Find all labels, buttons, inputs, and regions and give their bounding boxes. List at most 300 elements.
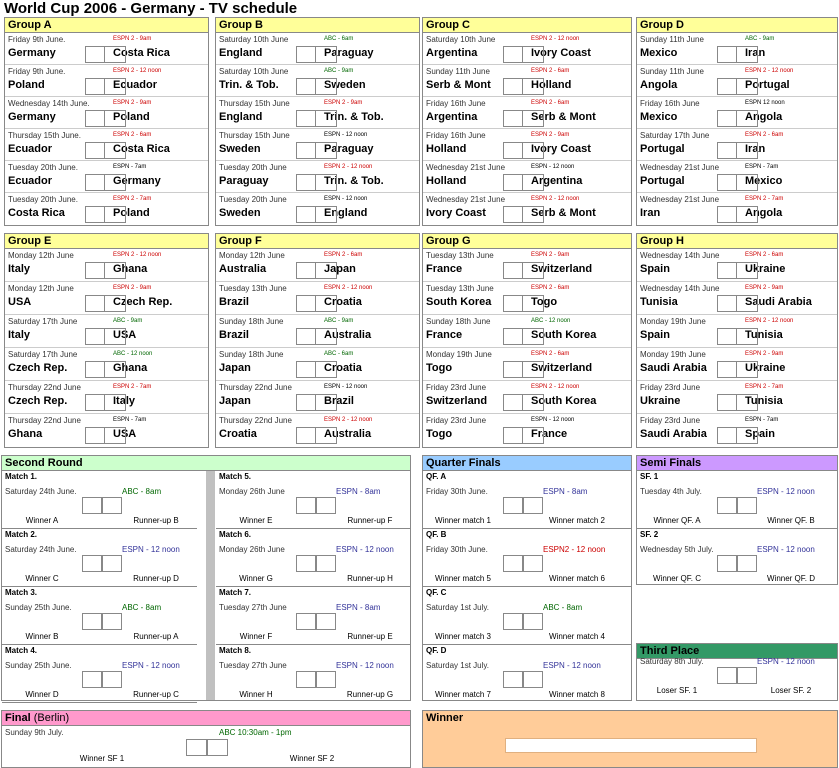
team-b: Runner-up G bbox=[346, 690, 394, 699]
tv-channel: ESPN - 12 noon bbox=[324, 384, 368, 390]
group-match bbox=[637, 381, 837, 414]
score-input-away[interactable] bbox=[737, 142, 758, 159]
score-input-home[interactable] bbox=[503, 46, 523, 63]
score-input-home[interactable] bbox=[503, 110, 523, 127]
score-input-b[interactable] bbox=[523, 671, 543, 688]
score-input-home[interactable] bbox=[717, 46, 737, 63]
score-input-home[interactable] bbox=[717, 206, 737, 223]
home-team: Japan bbox=[219, 395, 251, 407]
away-team: Italy bbox=[113, 395, 136, 407]
score-input-away[interactable] bbox=[523, 174, 544, 191]
score-input-home[interactable] bbox=[503, 427, 523, 444]
score-input-home[interactable] bbox=[503, 328, 523, 345]
group-box bbox=[422, 17, 632, 226]
group-match bbox=[423, 65, 631, 97]
score-input-home[interactable] bbox=[296, 110, 316, 127]
score-input-a[interactable] bbox=[296, 497, 316, 514]
group-match bbox=[5, 414, 208, 447]
score-input-away[interactable] bbox=[523, 427, 544, 444]
score-input-home[interactable] bbox=[296, 78, 316, 95]
page-title: World Cup 2006 - Germany - TV schedule bbox=[4, 0, 298, 17]
team-b: Runner-up D bbox=[133, 574, 179, 583]
score-input-away[interactable] bbox=[737, 328, 758, 345]
away-team: Croatia bbox=[324, 296, 362, 308]
away-team: Saudi Arabia bbox=[745, 296, 812, 308]
tv-channel: ABC - 8am bbox=[122, 603, 162, 612]
group-match bbox=[5, 65, 208, 97]
score-input-away[interactable] bbox=[523, 206, 544, 223]
score-input-home[interactable] bbox=[503, 295, 523, 312]
score-input-away[interactable] bbox=[523, 262, 544, 279]
home-team: Australia bbox=[219, 263, 267, 275]
score-input-away[interactable] bbox=[105, 206, 126, 223]
match-date: Saturday 24th June. bbox=[5, 545, 77, 554]
tv-channel: ABC - 9am bbox=[324, 68, 354, 74]
home-team: Ivory Coast bbox=[426, 207, 486, 219]
match-label: QF. C bbox=[426, 588, 447, 597]
away-team: Portugal bbox=[745, 79, 790, 91]
home-team: Tunisia bbox=[640, 296, 678, 308]
match-date: Friday 16th June bbox=[640, 99, 700, 108]
score-input-home[interactable] bbox=[717, 361, 737, 378]
tv-channel: ESPN 2 - 9am bbox=[113, 100, 152, 106]
tv-channel: ABC - 9am bbox=[113, 318, 143, 324]
score-input-b[interactable] bbox=[316, 671, 336, 688]
score-input-away[interactable] bbox=[737, 174, 758, 191]
score-input-a[interactable] bbox=[503, 613, 523, 630]
score-input-b[interactable] bbox=[737, 555, 757, 572]
match-label: Match 8. bbox=[219, 646, 252, 655]
team-a: Winner match 5 bbox=[434, 574, 492, 583]
home-team: Poland bbox=[8, 79, 45, 91]
team-b: Runner-up E bbox=[347, 632, 393, 641]
home-team: Argentina bbox=[426, 111, 478, 123]
score-input-a[interactable] bbox=[186, 739, 207, 756]
match-date: Friday 23rd June bbox=[426, 383, 487, 392]
winner-header: Winner bbox=[423, 711, 837, 726]
score-input-home[interactable] bbox=[717, 295, 737, 312]
tv-channel: ESPN - 12 noon bbox=[122, 661, 180, 670]
score-input-home[interactable] bbox=[85, 361, 105, 378]
score-input-away[interactable] bbox=[316, 427, 337, 444]
match-date: Monday 26th June bbox=[219, 545, 285, 554]
away-team: Costa Rica bbox=[113, 143, 170, 155]
score-input-away[interactable] bbox=[105, 142, 126, 159]
score-input-home[interactable] bbox=[85, 427, 105, 444]
score-input-away[interactable] bbox=[737, 206, 758, 223]
match-date: Tuesday 27th June bbox=[219, 661, 287, 670]
score-input-a[interactable] bbox=[82, 497, 102, 514]
away-team: Mexico bbox=[745, 175, 783, 187]
home-team: Switzerland bbox=[426, 395, 488, 407]
match-date: Monday 12th June bbox=[8, 251, 74, 260]
score-input-home[interactable] bbox=[296, 394, 316, 411]
second-round-match bbox=[216, 471, 411, 529]
second-round-match bbox=[2, 645, 197, 703]
second-round-match bbox=[2, 587, 197, 645]
team-a: Winner QF. C bbox=[652, 574, 701, 583]
team-a: Winner A bbox=[25, 516, 59, 525]
score-input-home[interactable] bbox=[296, 206, 316, 223]
away-team: Ghana bbox=[113, 362, 148, 374]
tv-channel: ABC - 12 noon bbox=[531, 318, 571, 324]
score-input-away[interactable] bbox=[737, 295, 758, 312]
group-match bbox=[423, 348, 631, 381]
score-input-home[interactable] bbox=[717, 142, 737, 159]
away-team: Paraguay bbox=[324, 143, 374, 155]
team-b: Runner-up H bbox=[347, 574, 393, 583]
score-input-home[interactable] bbox=[296, 262, 316, 279]
home-team: Spain bbox=[640, 263, 670, 275]
score-input-home[interactable] bbox=[503, 394, 523, 411]
group-match bbox=[216, 33, 419, 65]
home-team: USA bbox=[8, 296, 32, 308]
score-input-away[interactable] bbox=[523, 295, 544, 312]
score-input-home[interactable] bbox=[85, 110, 105, 127]
score-input-home[interactable] bbox=[503, 206, 523, 223]
score-input-home[interactable] bbox=[85, 328, 105, 345]
quarter-final-match bbox=[423, 529, 631, 587]
home-team: Germany bbox=[8, 111, 56, 123]
score-input-home[interactable] bbox=[85, 78, 105, 95]
score-input-home[interactable] bbox=[503, 361, 523, 378]
match-date: Saturday 10th June bbox=[219, 67, 289, 76]
match-date: Monday 19th June bbox=[640, 350, 706, 359]
score-input-a[interactable] bbox=[717, 555, 737, 572]
score-input-b[interactable] bbox=[523, 497, 543, 514]
winner-box bbox=[422, 710, 838, 768]
score-input-a[interactable] bbox=[296, 555, 316, 572]
score-input-away[interactable] bbox=[523, 142, 544, 159]
score-input-away[interactable] bbox=[523, 46, 544, 63]
score-input-away[interactable] bbox=[316, 262, 337, 279]
home-team: Ukraine bbox=[640, 395, 681, 407]
group-header: Group C bbox=[423, 18, 631, 33]
second-round-match bbox=[2, 529, 197, 587]
group-match bbox=[423, 97, 631, 129]
score-input-away[interactable] bbox=[105, 328, 126, 345]
score-input-away[interactable] bbox=[105, 427, 126, 444]
away-team: Holland bbox=[531, 79, 572, 91]
away-team: Iran bbox=[745, 47, 766, 59]
score-input-away[interactable] bbox=[316, 361, 337, 378]
score-input-home[interactable] bbox=[296, 427, 316, 444]
tv-channel: ESPN - 12 noon bbox=[757, 545, 815, 554]
score-input-home[interactable] bbox=[85, 174, 105, 191]
tv-channel: ABC - 9am bbox=[324, 318, 354, 324]
score-input-home[interactable] bbox=[85, 206, 105, 223]
group-match bbox=[216, 161, 419, 193]
score-input-away[interactable] bbox=[105, 46, 126, 63]
score-input-home[interactable] bbox=[717, 328, 737, 345]
score-input-home[interactable] bbox=[717, 110, 737, 127]
tv-channel: ESPN - 12 noon bbox=[336, 661, 394, 670]
group-match bbox=[5, 161, 208, 193]
tv-channel: ESPN 12 noon bbox=[745, 100, 785, 106]
match-date: Sunday 9th July. bbox=[5, 728, 64, 737]
winner-field[interactable] bbox=[505, 738, 757, 753]
score-input-away[interactable] bbox=[105, 295, 126, 312]
score-input-home[interactable] bbox=[85, 295, 105, 312]
tv-channel: ESPN 2 - 12 noon bbox=[531, 384, 580, 390]
score-input-home[interactable] bbox=[296, 295, 316, 312]
group-box bbox=[4, 233, 209, 448]
match-date: Saturday 1st July. bbox=[426, 603, 489, 612]
score-input-away[interactable] bbox=[737, 110, 758, 127]
score-input-away[interactable] bbox=[316, 295, 337, 312]
score-input-a[interactable] bbox=[503, 555, 523, 572]
away-team: Trin. & Tob. bbox=[324, 175, 384, 187]
team-a: Winner C bbox=[25, 574, 59, 583]
tv-channel: ESPN - 12 noon bbox=[543, 661, 601, 670]
tv-channel: ESPN - 12 noon bbox=[122, 545, 180, 554]
score-input-home[interactable] bbox=[85, 46, 105, 63]
score-input-a[interactable] bbox=[82, 613, 102, 630]
score-input-away[interactable] bbox=[105, 110, 126, 127]
score-input-away[interactable] bbox=[523, 110, 544, 127]
match-date: Saturday 10th June bbox=[426, 35, 496, 44]
match-label: QF. B bbox=[426, 530, 447, 539]
score-input-home[interactable] bbox=[85, 394, 105, 411]
home-team: Portugal bbox=[640, 175, 685, 187]
score-input-home[interactable] bbox=[717, 174, 737, 191]
score-input-b[interactable] bbox=[737, 667, 757, 684]
match-date: Friday 16th June bbox=[426, 99, 486, 108]
match-date: Tuesday 13th June bbox=[426, 284, 494, 293]
score-input-a[interactable] bbox=[296, 613, 316, 630]
home-team: Holland bbox=[426, 175, 467, 187]
score-input-b[interactable] bbox=[316, 497, 336, 514]
score-input-away[interactable] bbox=[523, 328, 544, 345]
score-input-b[interactable] bbox=[207, 739, 228, 756]
final-box bbox=[1, 710, 411, 768]
score-input-away[interactable] bbox=[105, 174, 126, 191]
tv-channel: ESPN 2 - 12 noon bbox=[324, 164, 373, 170]
away-team: Switzerland bbox=[531, 362, 593, 374]
group-match bbox=[5, 282, 208, 315]
team-a: Winner match 1 bbox=[434, 516, 492, 525]
group-match bbox=[637, 161, 837, 193]
tv-channel: ESPN 2 - 9am bbox=[324, 100, 363, 106]
home-team: Japan bbox=[219, 362, 251, 374]
score-input-b[interactable] bbox=[102, 671, 122, 688]
score-input-away[interactable] bbox=[737, 427, 758, 444]
score-input-away[interactable] bbox=[737, 262, 758, 279]
score-input-b[interactable] bbox=[102, 613, 122, 630]
group-match bbox=[637, 65, 837, 97]
away-team: England bbox=[324, 207, 368, 219]
away-team: Switzerland bbox=[531, 263, 593, 275]
score-input-away[interactable] bbox=[523, 78, 544, 95]
match-date: Wednesday 21st June bbox=[640, 195, 720, 204]
home-team: France bbox=[426, 329, 463, 341]
score-input-away[interactable] bbox=[316, 78, 337, 95]
match-date: Tuesday 13th June bbox=[426, 251, 494, 260]
score-input-b[interactable] bbox=[316, 555, 336, 572]
score-input-home[interactable] bbox=[296, 174, 316, 191]
score-input-away[interactable] bbox=[105, 262, 126, 279]
score-input-away[interactable] bbox=[316, 394, 337, 411]
match-date: Thursday 22nd June bbox=[219, 383, 292, 392]
second-round-match bbox=[216, 587, 411, 645]
score-input-home[interactable] bbox=[296, 142, 316, 159]
score-input-away[interactable] bbox=[737, 361, 758, 378]
tv-channel: ESPN - 7am bbox=[113, 417, 147, 423]
score-input-a[interactable] bbox=[82, 671, 102, 688]
home-team: Italy bbox=[8, 263, 31, 275]
away-team: Trin. & Tob. bbox=[324, 111, 384, 123]
tv-channel: ESPN 2 - 9am bbox=[113, 36, 152, 42]
match-date: Friday 30th June. bbox=[426, 487, 488, 496]
score-input-a[interactable] bbox=[503, 671, 523, 688]
away-team: USA bbox=[113, 329, 137, 341]
group-match bbox=[216, 414, 419, 447]
score-input-home[interactable] bbox=[296, 328, 316, 345]
home-team: Portugal bbox=[640, 143, 685, 155]
match-date: Monday 12th June bbox=[8, 284, 74, 293]
score-input-home[interactable] bbox=[85, 262, 105, 279]
score-input-home[interactable] bbox=[717, 394, 737, 411]
score-input-a[interactable] bbox=[296, 671, 316, 688]
score-input-home[interactable] bbox=[503, 262, 523, 279]
score-input-away[interactable] bbox=[737, 78, 758, 95]
team-b: Runner-up C bbox=[133, 690, 179, 699]
score-input-away[interactable] bbox=[523, 394, 544, 411]
score-input-home[interactable] bbox=[503, 142, 523, 159]
score-input-away[interactable] bbox=[316, 142, 337, 159]
team-b: Runner-up F bbox=[347, 516, 393, 525]
team-a: Winner SF 1 bbox=[79, 754, 125, 763]
away-team: Ukraine bbox=[745, 263, 786, 275]
match-label: Match 3. bbox=[5, 588, 38, 597]
match-date: Tuesday 20th June. bbox=[8, 163, 78, 172]
match-date: Friday 9th June. bbox=[8, 67, 66, 76]
tv-channel: ESPN 2 - 9am bbox=[113, 285, 152, 291]
score-input-away[interactable] bbox=[737, 394, 758, 411]
match-date: Thursday 15th June. bbox=[8, 131, 81, 140]
tv-channel: ESPN 2 - 9am bbox=[745, 351, 784, 357]
group-header: Group F bbox=[216, 234, 419, 249]
tv-channel: ESPN 2 - 12 noon bbox=[745, 68, 794, 74]
home-team: Trin. & Tob. bbox=[219, 79, 279, 91]
tv-channel: ESPN 2 - 12 noon bbox=[531, 36, 580, 42]
tv-channel: ESPN 2 - 6am bbox=[531, 68, 570, 74]
second-round-header: Second Round bbox=[2, 456, 410, 471]
score-input-home[interactable] bbox=[717, 427, 737, 444]
away-team: Sweden bbox=[324, 79, 366, 91]
group-header: Group G bbox=[423, 234, 631, 249]
match-date: Friday 23rd June bbox=[640, 416, 701, 425]
score-input-a[interactable] bbox=[503, 497, 523, 514]
group-match bbox=[5, 33, 208, 65]
score-input-away[interactable] bbox=[316, 110, 337, 127]
score-input-home[interactable] bbox=[503, 174, 523, 191]
team-b: Winner QF. D bbox=[766, 574, 815, 583]
score-input-away[interactable] bbox=[737, 46, 758, 63]
group-match bbox=[216, 282, 419, 315]
score-input-home[interactable] bbox=[503, 78, 523, 95]
home-team: Czech Rep. bbox=[8, 362, 68, 374]
tv-channel: ESPN 2 - 6am bbox=[324, 252, 363, 258]
group-match bbox=[5, 381, 208, 414]
quarter-finals-box bbox=[422, 455, 632, 701]
away-team: Togo bbox=[531, 296, 558, 308]
home-team: Sweden bbox=[219, 143, 261, 155]
score-input-home[interactable] bbox=[85, 142, 105, 159]
score-input-b[interactable] bbox=[737, 497, 757, 514]
score-input-b[interactable] bbox=[316, 613, 336, 630]
score-input-home[interactable] bbox=[296, 361, 316, 378]
score-input-b[interactable] bbox=[523, 613, 543, 630]
home-team: Costa Rica bbox=[8, 207, 65, 219]
group-match bbox=[216, 193, 419, 225]
away-team: Japan bbox=[324, 263, 356, 275]
match-date: Sunday 18th June bbox=[219, 317, 284, 326]
team-b: Winner match 2 bbox=[548, 516, 606, 525]
score-input-away[interactable] bbox=[105, 361, 126, 378]
home-team: Angola bbox=[640, 79, 678, 91]
group-match bbox=[423, 282, 631, 315]
score-input-away[interactable] bbox=[523, 361, 544, 378]
score-input-a[interactable] bbox=[82, 555, 102, 572]
tv-channel: ABC - 9am bbox=[745, 36, 775, 42]
match-label: Match 1. bbox=[5, 472, 38, 481]
group-match bbox=[216, 129, 419, 161]
match-date: Saturday 10th June bbox=[219, 35, 289, 44]
score-input-a[interactable] bbox=[717, 497, 737, 514]
home-team: England bbox=[219, 47, 263, 59]
home-team: France bbox=[426, 263, 463, 275]
team-a: Winner F bbox=[239, 632, 273, 641]
score-input-b[interactable] bbox=[102, 497, 122, 514]
match-date: Saturday 17th June bbox=[8, 317, 78, 326]
score-input-away[interactable] bbox=[316, 206, 337, 223]
group-match bbox=[637, 282, 837, 315]
tv-channel: ESPN 2 - 12 noon bbox=[113, 68, 162, 74]
score-input-away[interactable] bbox=[105, 394, 126, 411]
group-match bbox=[216, 315, 419, 348]
score-input-home[interactable] bbox=[296, 46, 316, 63]
away-team: South Korea bbox=[531, 329, 597, 341]
score-input-home[interactable] bbox=[717, 78, 737, 95]
score-input-home[interactable] bbox=[717, 262, 737, 279]
tv-channel: ESPN 2 - 7am bbox=[745, 196, 784, 202]
group-match bbox=[637, 129, 837, 161]
score-input-b[interactable] bbox=[523, 555, 543, 572]
match-date: Sunday 11th June bbox=[640, 35, 704, 44]
score-input-away[interactable] bbox=[316, 174, 337, 191]
score-input-away[interactable] bbox=[316, 46, 337, 63]
group-match bbox=[216, 381, 419, 414]
score-input-away[interactable] bbox=[105, 78, 126, 95]
team-a: Winner E bbox=[239, 516, 273, 525]
match-label: Match 5. bbox=[219, 472, 252, 481]
score-input-away[interactable] bbox=[316, 328, 337, 345]
score-input-a[interactable] bbox=[717, 667, 737, 684]
group-match bbox=[5, 249, 208, 282]
score-input-b[interactable] bbox=[102, 555, 122, 572]
home-team: Italy bbox=[8, 329, 31, 341]
away-team: Serb & Mont bbox=[531, 111, 596, 123]
tv-channel: ESPN - 7am bbox=[745, 417, 779, 423]
team-a: Winner QF. A bbox=[653, 516, 701, 525]
group-match bbox=[637, 348, 837, 381]
final-header bbox=[2, 711, 410, 726]
match-date: Sunday 11th June bbox=[426, 67, 490, 76]
group-header: Group E bbox=[5, 234, 208, 249]
tv-channel: ESPN - 12 noon bbox=[757, 487, 815, 496]
match-date: Friday 16th June bbox=[426, 131, 486, 140]
